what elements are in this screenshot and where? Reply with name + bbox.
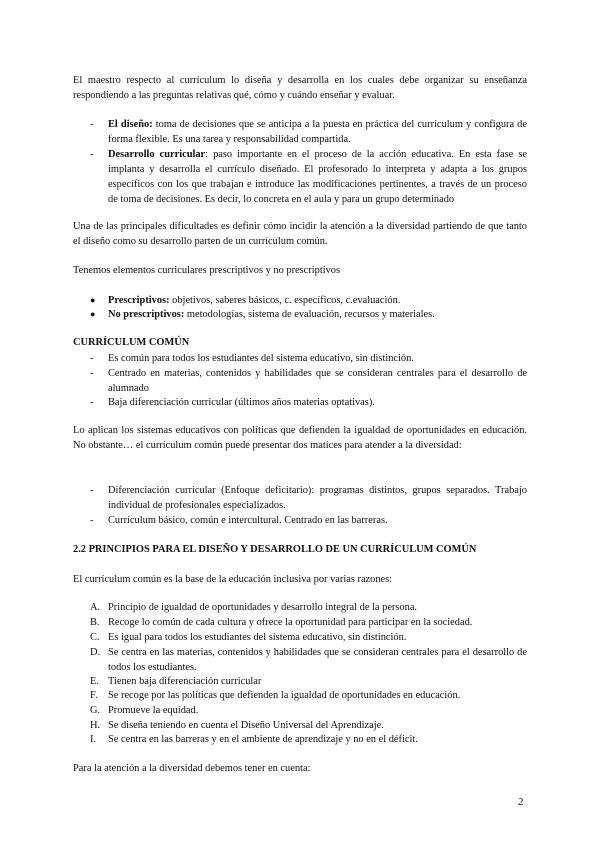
- prescriptive-text: objetivos, saberes básicos, c. específicos, c.evaluación.: [169, 295, 401, 306]
- reasons-intro: El currículum común es la base de la educación inclusiva por varias razones:: [73, 574, 393, 585]
- systems-paragraph: Lo aplican los sistemas educativos con políticas que defienden la igualdad de oportunidades en educación. No obstante… el currículum común puede presentar dos matices para atender a la diversidad:: [73, 425, 527, 451]
- dash-marker: -: [90, 149, 94, 160]
- section-heading: 2.2 PRINCIPIOS PARA EL DISEÑO Y DESARROLLO DE UN CURRÍCULUM COMÚN: [73, 544, 477, 555]
- reason-item: A. Principio de igualdad de oportunidades y desarrollo integral de la persona.: [90, 602, 418, 613]
- non-prescriptive-item: [90, 307, 527, 322]
- reason-item: C. Es igual para todos los estudiantes del sistema educativo, sin distinción.: [90, 632, 407, 643]
- development-text: : paso importante en el proceso de la acción educativa. En esta fase se implanta y desarrolla el currículo diseñado. El profesorado lo interpreta y adapta a los grupos específicos con los que trabajan e introduce las modificaciones pertinentes, a través de un proceso de toma de decisiones. Es decir, lo concreta en el aula y para un grupo determinado: [108, 149, 527, 205]
- elements-intro: Tenemos elementos curriculares prescriptivos y no prescriptivos: [73, 265, 341, 276]
- common-item: - Baja diferenciación curricular (últimos años materias optativas).: [90, 397, 375, 408]
- development-term: Desarrollo curricular: [108, 149, 206, 160]
- non-prescriptive-text: metodologías, sistema de evaluación, recursos y materiales.: [184, 309, 435, 320]
- closing-paragraph: Para la atención a la diversidad debemos tener en cuenta:: [73, 763, 311, 774]
- reason-item: H. Se diseña teniendo en cuenta el Diseño Universal del Aprendizaje.: [90, 720, 384, 731]
- reason-item: E. Tienen baja diferenciación curricular: [90, 676, 262, 687]
- bullet-marker: ●: [90, 309, 96, 319]
- intro-paragraph: El maestro respecto al currículum lo diseña y desarrolla en los cuales debe organizar su enseñanza respondiendo a las preguntas relativas qué, cómo y cuándo enseñar y evaluar.: [73, 75, 527, 101]
- nuance-item: - Diferenciación curricular (Enfoque deficitario): programas distintos, grupos separados. Trabajo individual de profesionales especializados.: [90, 485, 527, 511]
- difficulty-paragraph: Una de las principales dificultades es definir cómo incidir la atención a la diversidad partiendo de que tanto el diseño como su desarrollo parten de un currículum común.: [73, 221, 527, 247]
- reason-item: G. Promueve la equidad.: [90, 705, 199, 716]
- reason-item: D. Se centra en las materias, contenidos y habilidades que se consideran centrales para el desarrollo de todos los estudiantes.: [90, 647, 527, 673]
- non-prescriptive-term: No prescriptivos:: [108, 309, 185, 320]
- prescriptive-item: [90, 293, 527, 308]
- prescriptive-term: Prescriptivos:: [108, 295, 170, 306]
- common-item: - Centrado en materias, contenidos y habilidades que se consideran centrales para el desarrollo de alumnado: [90, 368, 527, 394]
- design-text: toma de decisiones que se anticipa a la puesta en práctica del currículum y configura de forma flexible. Es una tarea y responsabilidad compartida.: [108, 119, 527, 145]
- bullet-marker: ●: [90, 295, 96, 305]
- page-number: 2: [518, 796, 524, 808]
- development-item: [90, 147, 527, 207]
- common-curriculum-heading: CURRÍCULUM COMÚN: [73, 337, 190, 348]
- common-item: - Es común para todos los estudiantes del sistema educativo, sin distinción.: [90, 353, 414, 364]
- nuance-item: - Currículum básico, común e intercultural. Centrado en las barreras.: [90, 515, 388, 526]
- design-term: El diseño:: [108, 119, 153, 130]
- design-item: [90, 117, 527, 147]
- reason-item: I. Se centra en las barreras y en el ambiente de aprendizaje y no en el déficit.: [90, 734, 418, 745]
- reason-item: B. Recoge lo común de cada cultura y ofrece la oportunidad para participar en la sociedad.: [90, 617, 473, 628]
- reason-item: F. Se recoge por las políticas que defienden la igualdad de oportunidades en educación.: [90, 690, 461, 701]
- dash-marker: -: [90, 119, 94, 130]
